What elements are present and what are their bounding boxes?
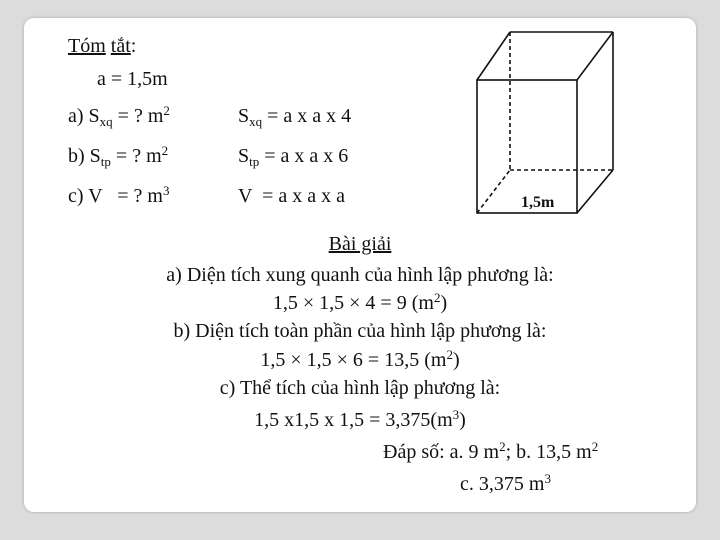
cube-edge-bottom-right (577, 170, 613, 213)
cube-edge-label: 1,5m (521, 194, 555, 211)
formula-b: $S_{tp} = a$ x a x 6 (238, 145, 349, 169)
answer-line-1: Đáp số: a. 9 $m^2$; b. 13,5 $m^2$ (383, 439, 599, 463)
question-c: c) V = ? $m^3$ (68, 183, 170, 207)
summary-heading: Tóm tắt: (68, 35, 137, 57)
formula-a: $S_{xq} = a$ x a x 4 (238, 105, 352, 129)
answer-line-2: c. 3,375 $m^3$ (460, 471, 551, 495)
cube-edge-top-left (477, 32, 510, 80)
question-a: a) $S_{xq}$ = ? $m^2$ (68, 103, 170, 129)
cube-edge-top-right (577, 32, 613, 80)
solution-line-a: a) Diện tích xung quanh của hình lập phương là: (166, 264, 554, 286)
given-value: a = 1,5m (97, 68, 168, 90)
question-b: b) $S_{tp}$ = ? $m^2$ (68, 143, 169, 169)
solution-line-c: c) Thể tích của hình lập phương là: (219, 377, 501, 399)
solution-line-b: b) Diện tích toàn phần của hình lập phương là: (173, 320, 547, 342)
cube-edge-bottom-left-hidden (477, 170, 510, 213)
solution-title: Bài giải (328, 233, 392, 255)
solution-calc-a: 1,5 × 1,5 × 4 = 9 $(m^2)$ (272, 290, 448, 314)
solution-calc-b: 1,5 × 1,5 × 6 = 13,5 $(m^2)$ (260, 347, 460, 371)
solution-calc-c: 1,5 x1,5 x $1,5 = 3,375(m^3)$ (254, 407, 466, 431)
cube-figure (475, 30, 615, 215)
formula-c: V = a x a x a (238, 185, 345, 207)
